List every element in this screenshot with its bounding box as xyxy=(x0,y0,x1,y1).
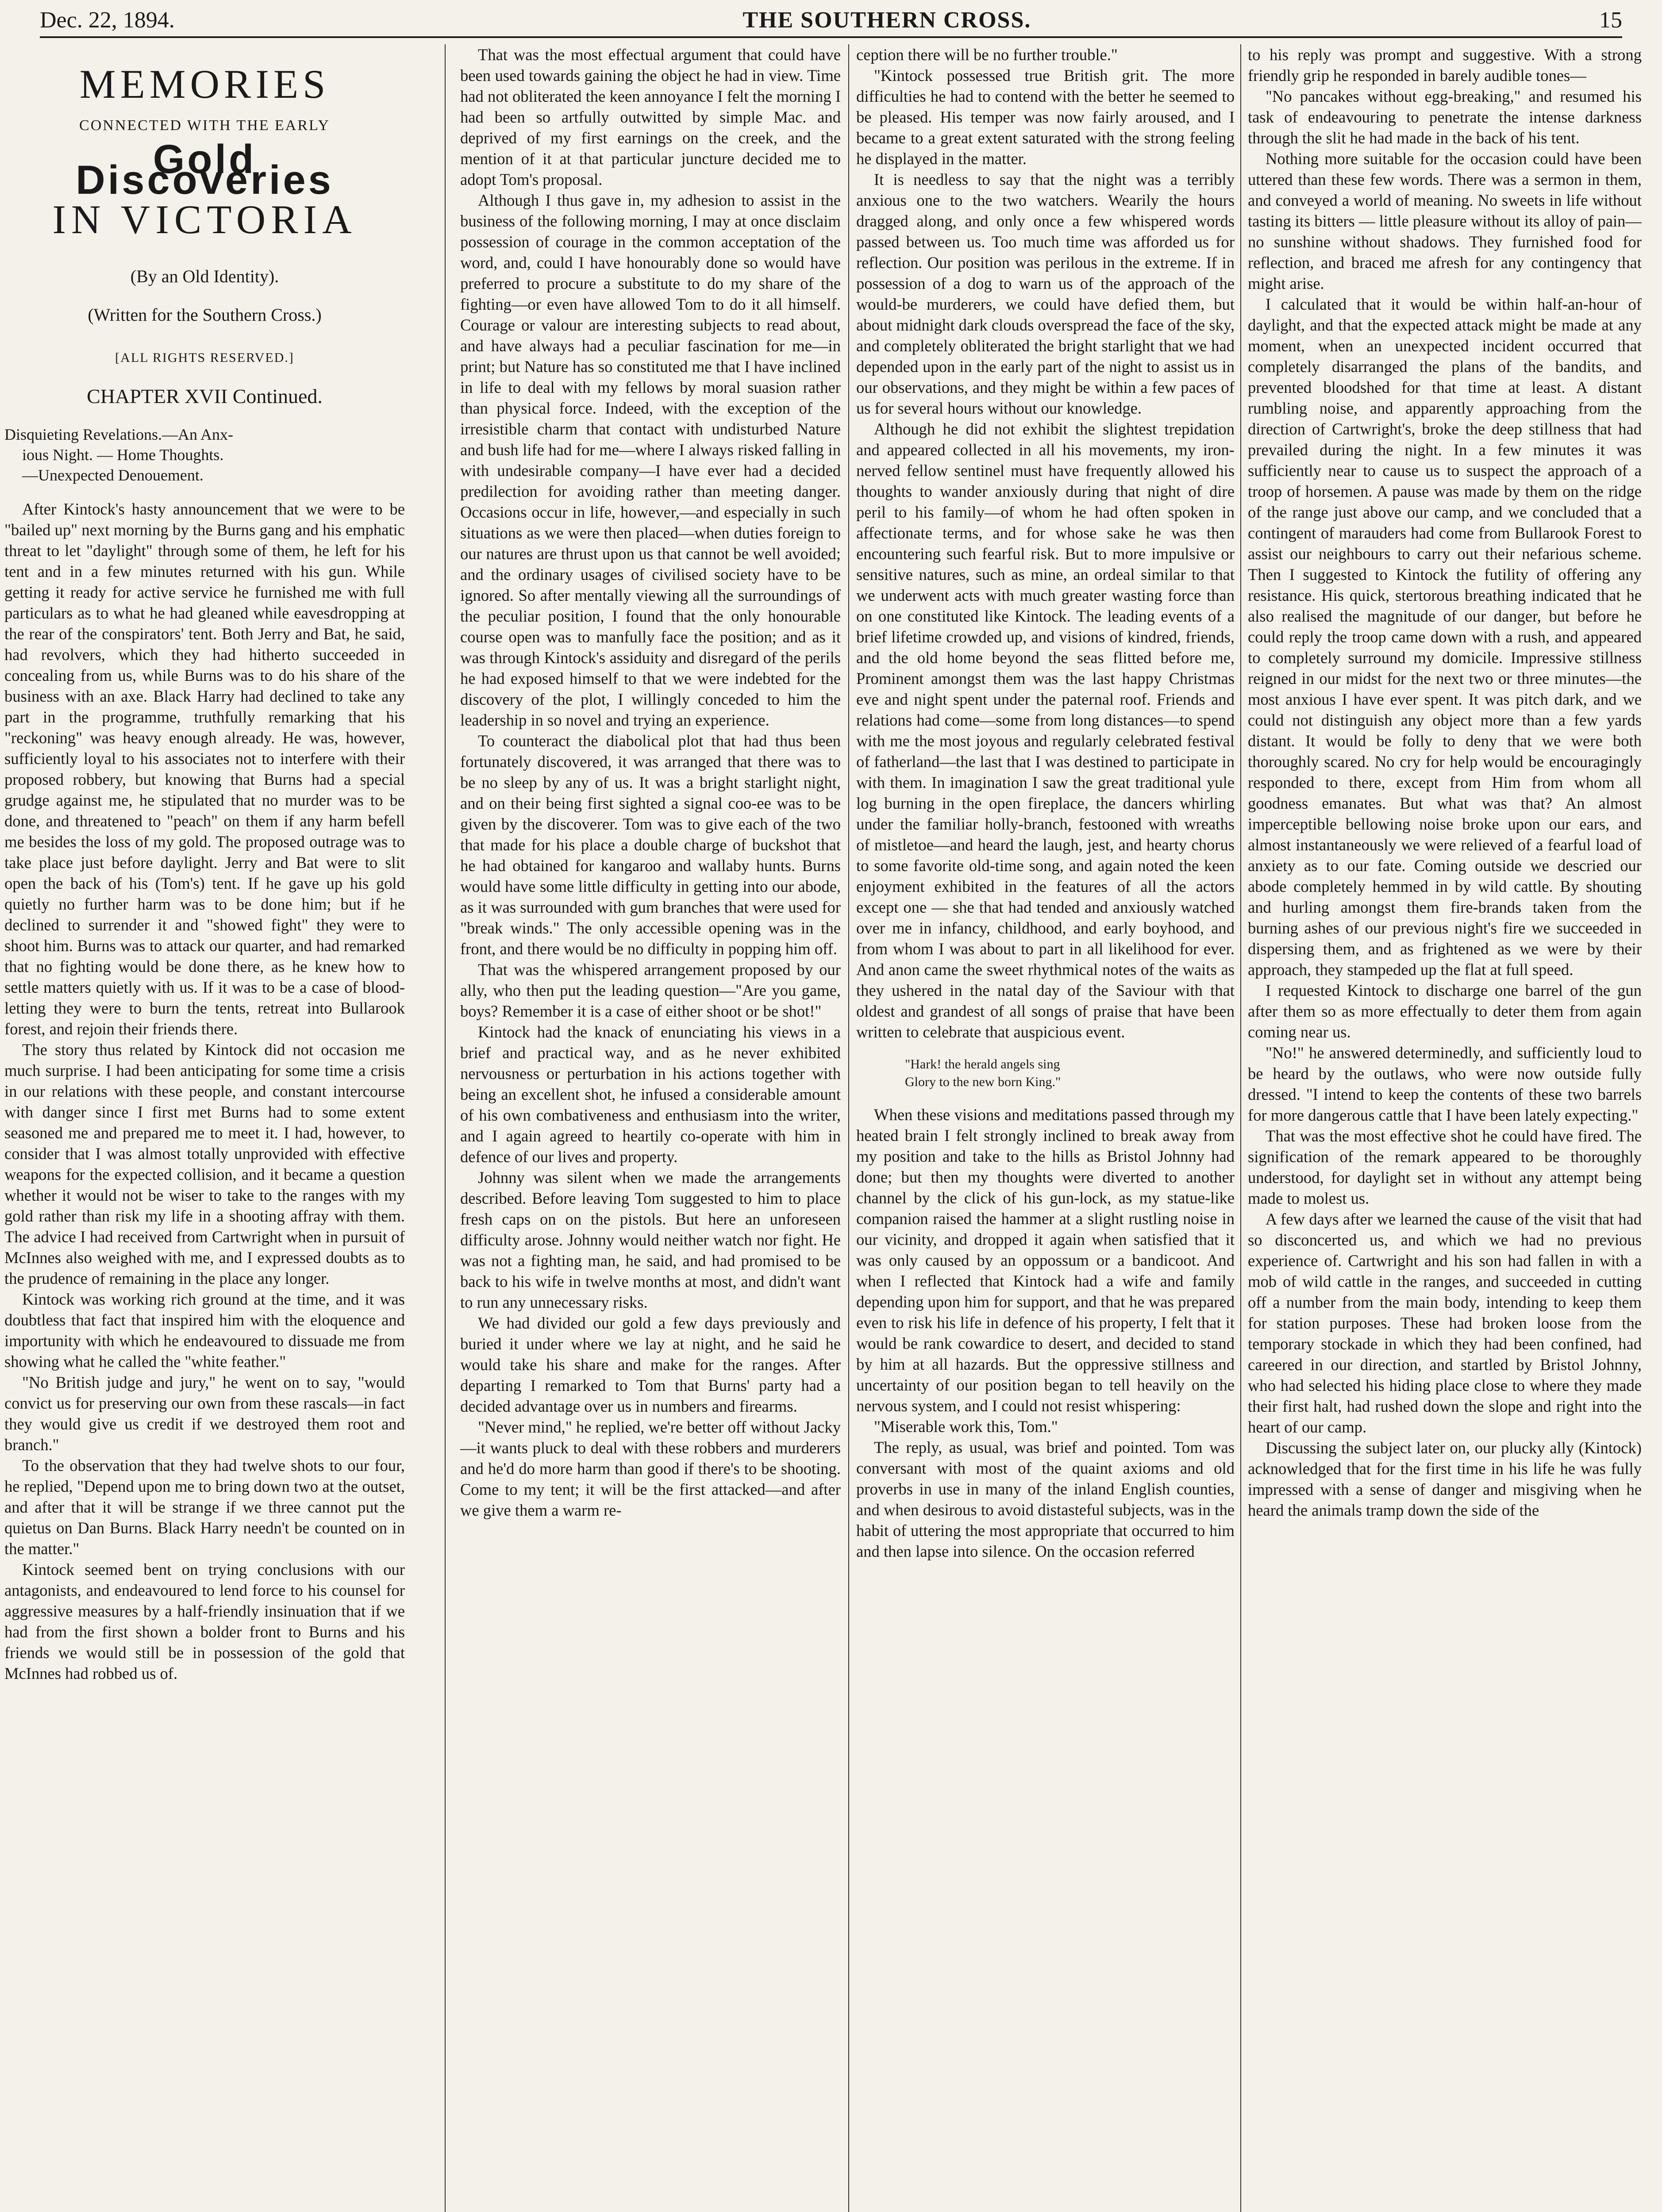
rights-notice: [ALL RIGHTS RESERVED.] xyxy=(115,350,294,365)
heading-connected: CONNECTED WITH THE EARLY xyxy=(79,117,330,134)
paragraph: That was the most effectual argument that could have been used towards gaining the object he had in view. Time had not obliterated the keen annoyance I felt the morning I had been so artfully outwitted by simple Mac. and deprived of my first earnings on the creek, and the mention of it at that particular juncture decided me to adopt Tom's proposal. xyxy=(460,46,841,188)
masthead-rule xyxy=(40,36,1622,38)
heading-memories: MEMORIES xyxy=(79,61,330,107)
paragraph: Kintock was working rich ground at the time, and it was doubtless that fact that inspired him with the eloquence and importunity with which he endeavoured to dissuade me from showing what he called the "white feather." xyxy=(4,1290,405,1371)
column-4 xyxy=(1248,44,1642,2212)
paragraph: Although I thus gave in, my adhesion to assist in the business of the following morning, I may at once disclaim possession of courage in the common acceptation of the word, and, could I have honourably done so would have preferred to procure a substitute to do my share of the fighting—or even have allowed Tom to do it all himself. Courage or valour are interesting subjects to read about, and have always had a peculiar fascination for me—in print; but Nature has so constituted me that I have inclined in life to deal with my fellows by moral suasion rather than physical force. Indeed, with the exception of the irresistible charm that contact with undisturbed Nature and bush life had for me—where I always risked falling in with undesirable company—I have ever had a decided predilection for avoiding rather than meeting danger. Occasions occur in life, however,—and especially in such situations as we were then placed—when duties foreign to our natures are thrust upon us that cannot be well avoided; and the ordinary usages of civilised society have to be ignored. So after mentally viewing all the surroundings of the peculiar position, I found that the only honourable course open was to manfully face the position; and as it was through Kintock's assiduity and disregard of the perils he had exposed himself to that we were indebted for the discovery of the plot, I willingly conceded to him the leadership in so novel and trying an experience. xyxy=(460,191,841,729)
paragraph: That was the whispered arrangement proposed by our ally, who then put the leading question—"Are you game, boys? Remember it is a case of either shoot or be shot!" xyxy=(460,960,841,1020)
paragraph: That was the most effective shot he could have fired. The signification of the remark appeared to be thoroughly understood, for daylight set in without any attempt being made to molest us. xyxy=(1248,1127,1642,1207)
paragraph: It is needless to say that the night was a terribly anxious one to the two watchers. Wearily the hours dragged along, and only once a few whispered words passed between us. Too much time was afforded us for reflection. Our position was perilous in the extreme. If in possession of a dog to warn us of the approach of the would-be murderers, we could have defied them, but about midnight dark clouds overspread the face of the sky, and completely obliterated the bright starlight that we had depended upon in the early part of the night to assist us in our observations, and they might be within a few paces of us for several hours without our knowledge. xyxy=(856,170,1235,417)
poem-line: Glory to the new born King." xyxy=(905,1075,1061,1089)
paragraph: Discussing the subject later on, our plucky ally (Kintock) acknowledged that for the first time in his life he was fully impressed with a sense of danger and misgiving when he heard the animals tramp down the side of the xyxy=(1248,1439,1642,1519)
paragraph: To counteract the diabolical plot that had thus been fortunately discovered, it was arranged that there was to be no sleep by any of us. It was a bright starlight night, and on their being first sighted a signal coo-ee was to be given by the discoverer. Tom was to give each of the two that made for his place a double charge of buckshot that he had obtained for kangaroo and wallaby hunts. Burns would have some little difficulty in getting into our abode, as it was surrounded with gum branches that were used for "break winds." The only accessible opening was in the front, and there would be no difficulty in popping him off. xyxy=(460,732,841,958)
paragraph: "Kintock possessed true British grit. The more difficulties he had to contend with the better he seemed to be pleased. His temper was now fairly aroused, and I became to a great extent saturated with the strong feeling he displayed in the matter. xyxy=(856,66,1235,168)
article-columns xyxy=(0,44,1662,2212)
paragraph: We had divided our gold a few days previously and buried it under where we lay at night, and he said he would take his share and make for the ranges. After departing I remarked to Tom that Burns' party had a decided advantage over us in numbers and firearms. xyxy=(460,1314,841,1415)
heading-in-victoria: IN VICTORIA xyxy=(52,197,357,242)
byline-author: (By an Old Identity). xyxy=(130,266,279,286)
column-rule-1 xyxy=(445,44,446,2212)
synopsis-line: Disquieting Revelations.—An Anx- xyxy=(4,426,233,443)
paragraph: After Kintock's hasty announcement that we were to be "bailed up" next morning by the Burns gang and his emphatic threat to let "daylight" through some of them, he left for his tent and in a few minutes returned with his gun. While getting it ready for active service he furnished me with full particulars as to what he had gleaned while eavesdropping at the rear of the conspirators' tent. Both Jerry and Bat, he said, had revolvers, which they had hitherto succeeded in concealing from us, while Burns was to do his share of the business with an axe. Black Harry had declined to take any part in the programme, truthfully remarking that his "reckoning" was heavy enough already. He was, however, sufficiently loyal to his associates not to interfere with their proposed robbery, but knowing that Burns had a special grudge against me, he stipulated that no murder was to be done, and threatened to "peach" on them if any harm befell me besides the loss of my gold. The proposed outrage was to take place just before daylight. Jerry and Bat were to slit open the back of his (Tom's) tent. If he gave up his gold quietly no further harm was to be done him; but if he declined to surrender it and "showed fight" they were to shoot him. Burns was to attack our quarter, and had remarked that no fighting would be done there, as he knew how to settle matters quietly with us. If it was to be a case of blood-letting they were to burn the tents, retreat into Bullarook forest, and rejoin their friends there. xyxy=(4,500,405,1038)
paragraph: "No!" he answered determinedly, and sufficiently loud to be heard by the outlaws, who were now outside fully dressed. "I intend to keep the contents of these two barrels for more dangerous cattle that I have been lately expecting." xyxy=(1248,1044,1642,1124)
column-2 xyxy=(460,44,841,2212)
page-number: 15 xyxy=(1599,7,1622,33)
paragraph: "Miserable work this, Tom." xyxy=(874,1417,1058,1436)
masthead xyxy=(40,4,1622,35)
column-1-body xyxy=(4,499,405,1684)
chapter-heading: CHAPTER XVII Continued. xyxy=(87,385,323,407)
carol-quotation xyxy=(856,1056,1235,1091)
synopsis-line: ious Night. — Home Thoughts. xyxy=(22,446,224,464)
paragraph: To the observation that they had twelve shots to our four, he replied, "Depend upon me to bring down two at the outset, and after that it will be strange if we three cannot put the quietus on Dan Burns. Black Harry needn't be counted on in the matter." xyxy=(4,1456,405,1558)
paragraph: The story thus related by Kintock did not occasion me much surprise. I had been anticipating for some time a crisis in our relations with these people, and constant intercourse with danger since I first met Burns had to some extent seasoned me and prepared me to meet it. I had, however, to consider that I was almost totally unprovided with effective weapons for the expected collision, and it became a question whether it would not be wiser to take to the ranges with my gold rather than risk my life in a shooting affray with them. The advice I had received from Cartwright when in pursuit of McInnes also weighed with me, and I expressed doubts as to the prudence of remaining in the place any longer. xyxy=(4,1041,405,1287)
column-rule-3 xyxy=(1240,44,1241,2212)
paragraph: I requested Kintock to discharge one barrel of the gun after them so as more effectually to deter them from again coming near us. xyxy=(1248,981,1642,1041)
paragraph: When these visions and meditations passed through my heated brain I felt strongly inclined to break away from my position and take to the hills as Bristol Johnny had done; but then my thoughts were diverted to another channel by the click of his gun-lock, as my statue-like companion raised the hammer at a slight rustling noise in our vicinity, and dropped it again when satisfied that it was only caused by an oppossum or a bandicoot. And when I reflected that Kintock had a wife and family depending upon him for support, and that he was prepared even to risk his life in defence of his property, I felt that it would be rank cowardice to desert, and decided to stand by him at all hazards. But the oppressive stillness and uncertainty of our position began to tell heavily on the nervous system, and I could not resist whispering: xyxy=(856,1106,1235,1415)
column-1 xyxy=(4,44,405,2212)
chapter-synopsis xyxy=(4,424,405,485)
paragraph: "No British judge and jury," he went on to say, "would convict us for preserving our own from these rascals—in fact they would give us credit if we destroyed them root and branch." xyxy=(4,1373,405,1454)
newspaper-title: THE SOUTHERN CROSS. xyxy=(743,7,1031,33)
paragraph: Nothing more suitable for the occasion could have been uttered than these few words. There was a sermon in them, and conveyed a world of meaning. No sweets in life without tasting its bitters — little pleasure without its alloy of pain—no sunshine without shadows. They furnished food for reflection, and braced me afresh for any contingency that might arise. xyxy=(1248,150,1642,292)
paragraph: I calculated that it would be within half-an-hour of daylight, and that the expected attack might be made at any moment, when an unexpected incident occurred that completely disarranged the plans of the bandits, and prevented bloodshed for that time at least. A distant rumbling noise, and apparently approaching from the direction of Cartwright's, broke the deep stillness that had prevailed during the night. In a few minutes it was sufficiently near to cause us to suspect the approach of a troop of horsemen. A pause was made by them on the ridge of the range just above our camp, and we concluded that a contingent of marauders had come from Bullarook Forest to assist our neighbours to carry out their nefarious scheme. Then I suggested to Kintock the futility of offering any resistance. His quick, stertorous breathing indicated that he also realised the magnitude of our danger, but before he could reply the troop came down with a rush, and appeared to completely surround my domicile. Impressive stillness reigned in our midst for the next two or three minutes—the most anxious I have ever spent. It was pitch dark, and we could not distinguish any object more than a few yards distant. It would be folly to deny that we were both thoroughly scared. No cry for help would be encouragingly responded to there, except from Him from whom all goodness emanates. But what was that? An almost imperceptible bellowing noise broke upon our ears, and almost instantaneously we were relieved of a fearful load of anxiety as to our fate. Coming outside we descried our abode completely hemmed in by wild cattle. By shouting and hurling amongst them fire-brands taken from the burning ashes of our previous night's fire we succeeded in dispersing them, and as frightened as we were by their approach, they stampeded up the flat at full speed. xyxy=(1248,295,1642,979)
paragraph: Johnny was silent when we made the arrangements described. Before leaving Tom suggested to him to place fresh caps on on the pistols. But here an unforeseen difficulty arose. Johnny would neither watch nor fight. He was not a fighting man, he said, and had promised to be back to his wife in twelve months at most, and didn't want to run any unnecessary risks. xyxy=(460,1168,841,1311)
paragraph: to his reply was prompt and suggestive. With a strong friendly grip he responded in barely audible tones— xyxy=(1248,46,1642,84)
column-4-body xyxy=(1248,44,1642,1521)
paragraph: "No pancakes without egg-breaking," and resumed his task of endeavouring to penetrate the intense darkness through the slit he had made in the back of his tent. xyxy=(1248,87,1642,147)
column-3 xyxy=(856,44,1235,2212)
synopsis-line: —Unexpected Denouement. xyxy=(22,466,204,484)
paragraph: Although he did not exhibit the slightest trepidation and appeared collected in all his movements, my iron-nerved fellow sentinel must have frequently allowed his thoughts to wander anxiously during that night of dire peril to his family—of whom he had often spoken in affectionate terms, and for whose sake he was then encountering such fearful risk. But to more impulsive or sensitive natures, such as mine, an ordeal similar to that we underwent acts with much greater wasting force than on one constituted like Kintock. The leading events of a brief lifetime crowded up, and visions of kindred, friends, and the old home beyond the seas flitted before me, Prominent amongst them was the last happy Christmas eve and night spent under the paternal roof. Friends and relations had come—some from long distances—to spend with me the most joyous and regularly celebrated festival of fatherland—the last that I was destined to participate in with them. In imagination I saw the great traditional yule log burning in the open fireplace, the dancers whirling under the familiar holly-branch, festooned with wreaths of mistletoe—and heard the laugh, jest, and hearty chorus to some favorite old-time song, and again noted the keen enjoyment exhibited in the features of all the actors except one — she that had tended and anxiously watched over me in infancy, childhood, and early boyhood, and from whom I was about to part in all likelihood for ever. And anon came the sweet rhythmical notes of the waits as they ushered in the natal day of the Saviour with that oldest and grandest of all songs of praise that have been written to celebrate that auspicious event. xyxy=(856,420,1235,1041)
poem-line: "Hark! the herald angels sing xyxy=(905,1057,1060,1071)
column-3-body-upper xyxy=(856,44,1235,1042)
column-3-body-lower xyxy=(856,1104,1235,1562)
byline-written-for: (Written for the Southern Cross.) xyxy=(88,305,322,325)
issue-date: Dec. 22, 1894. xyxy=(40,7,175,33)
column-2-body xyxy=(460,44,841,1521)
paragraph: Kintock had the knack of enunciating his views in a brief and practical way, and as he never exhibited nervousness or perturbation in his actions together with being an excellent shot, he infused a considerable amount of his own combativeness and enthusiasm into the writer, and I again agreed to heartily co-operate with him in defence of our lives and property. xyxy=(460,1023,841,1166)
column-rule-2 xyxy=(848,44,849,2212)
paragraph: ception there will be no further trouble." xyxy=(856,46,1118,64)
paragraph: Kintock seemed bent on trying conclusions with our antagonists, and endeavoured to lend force to his counsel for aggressive measures by a half-friendly insinuation that if we had from the first shown a bolder front to Burns and his friends we would still be in possession of the gold that McInnes had robbed us of. xyxy=(4,1560,405,1682)
heading-gold-discoveries: Gold Discoveries xyxy=(76,137,334,203)
paragraph: "Never mind," he replied, we're better off without Jacky—it wants pluck to deal with these robbers and murderers and he'd do more harm than good if there's to be shooting. Come to my tent; it will be the first attacked—and after we give them a warm re- xyxy=(460,1418,841,1519)
paragraph: The reply, as usual, was brief and pointed. Tom was conversant with most of the quaint axioms and old proverbs in use in many of the inland English counties, and when desirous to avoid distasteful subjects, was in the habit of uttering the most appropriate that occurred to him and then lapse into silence. On the occasion referred xyxy=(856,1438,1235,1560)
paragraph: A few days after we learned the cause of the visit that had so disconcerted us, and which we had no previous experience of. Cartwright and his son had fallen in with a mob of wild cattle in the ranges, and succeeded in cutting off a number from the main body, intending to keep them for station purposes. These had broken loose from the temporary stockade in which they had been confined, had careered in our direction, and startled by Bristol Johnny, who had selected his hiding place close to where they made their first halt, had rushed down the slope and right into the heart of our camp. xyxy=(1248,1210,1642,1436)
